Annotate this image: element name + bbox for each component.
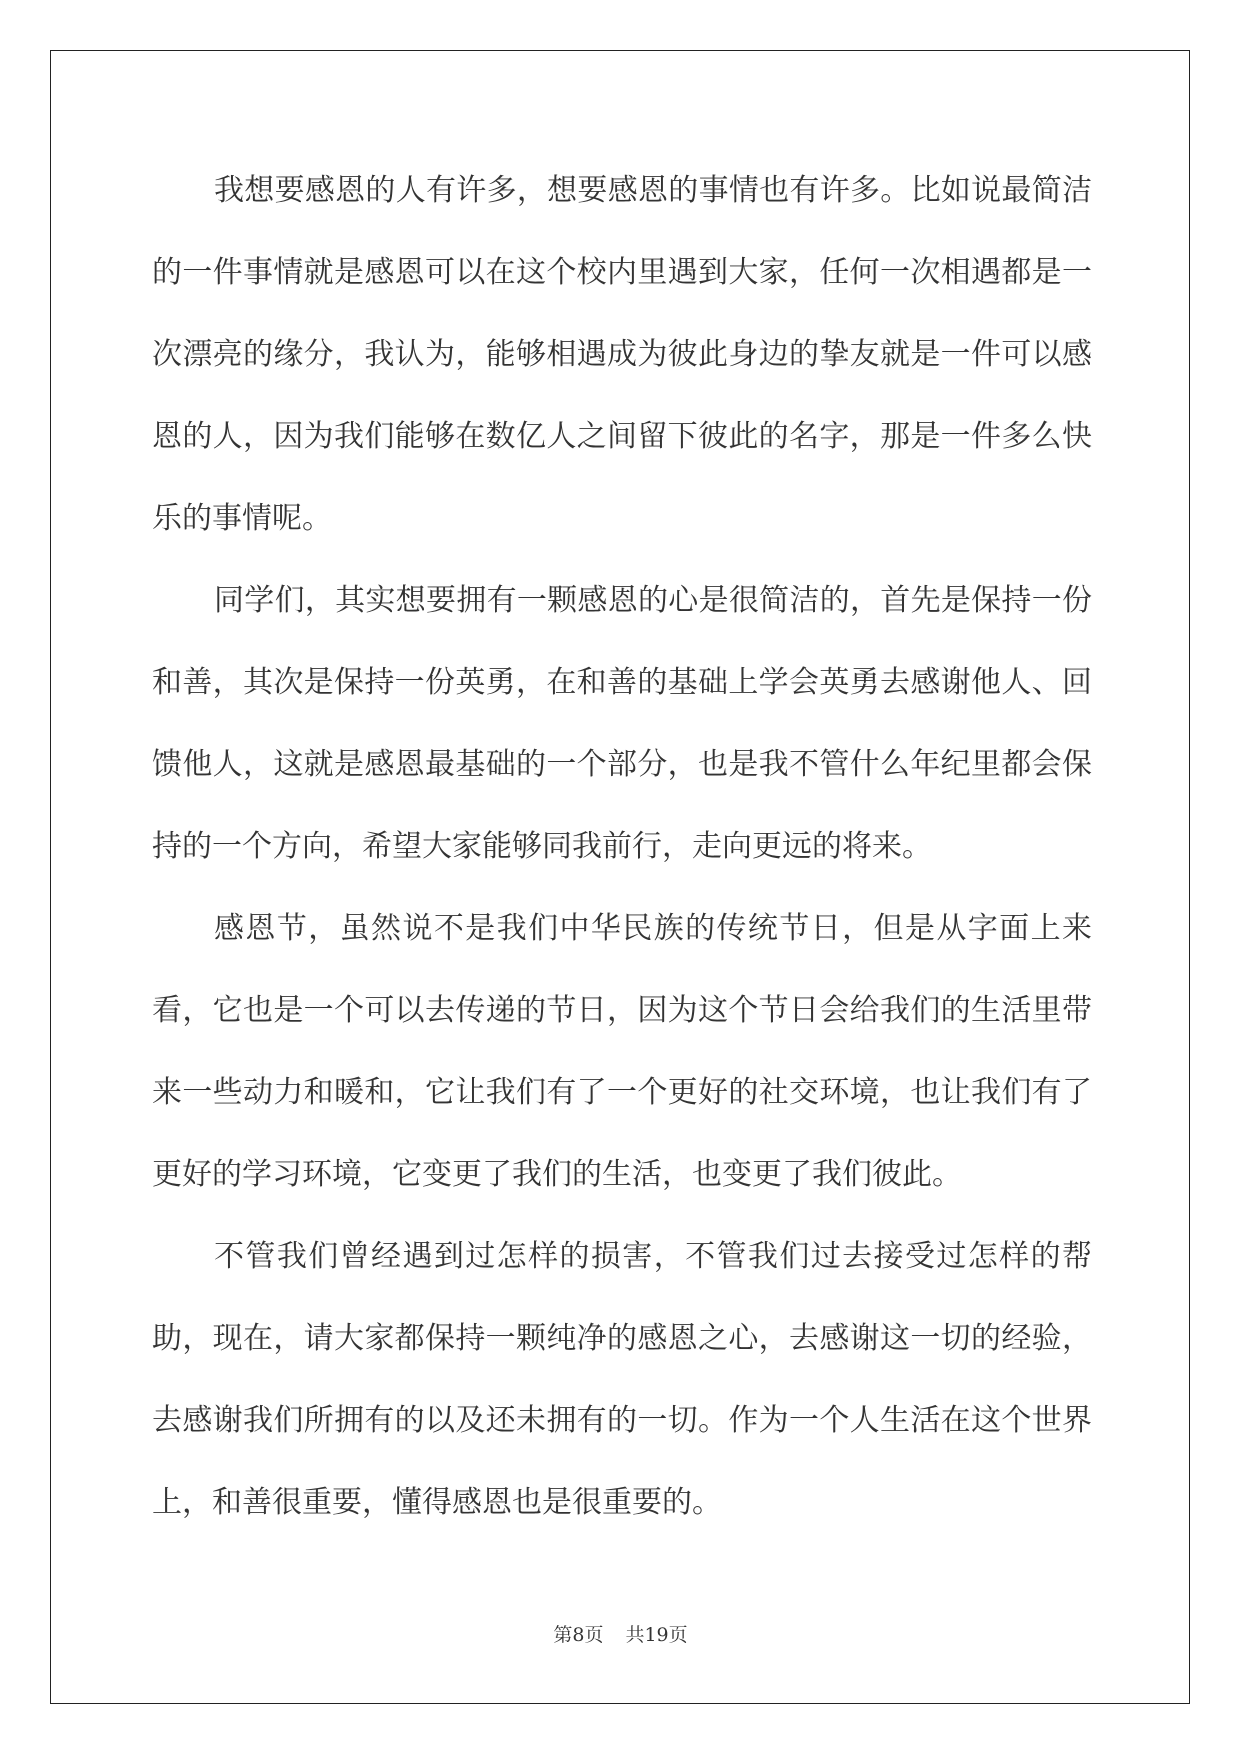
paragraph-2: 同学们，其实想要拥有一颗感恩的心是很简洁的，首先是保持一份和善，其次是保持一份英勇，在和善的基础上学会英勇去感谢他人、回馈他人，这就是感恩最基础的一个部分，也是我不管什么年纪里都会保持的一个方向，希望大家能够同我前行，走向更远的将来。 <box>152 583 1092 864</box>
page-footer <box>0 1623 1241 1647</box>
paragraph-3: 感恩节，虽然说不是我们中华民族的传统节日，但是从字面上来看，它也是一个可以去传递的节日，因为这个节日会给我们的生活里带来一些动力和暖和，它让我们有了一个更好的社交环境，也让我们有了更好的学习环境，它变更了我们的生活，也变更了我们彼此。 <box>152 911 1092 1192</box>
paragraph-4: 不管我们曾经遇到过怎样的损害，不管我们过去接受过怎样的帮助，现在，请大家都保持一颗纯净的感恩之心，去感谢这一切的经验，去感谢我们所拥有的以及还未拥有的一切。作为一个人生活在这个世界上，和善很重要，懂得感恩也是很重要的。 <box>152 1239 1092 1520</box>
document-body <box>152 150 1092 1544</box>
paragraph-1: 我想要感恩的人有许多，想要感恩的事情也有许多。比如说最简洁的一件事情就是感恩可以在这个校内里遇到大家，任何一次相遇都是一次漂亮的缘分，我认为，能够相遇成为彼此身边的挚友就是一件可以感恩的人，因为我们能够在数亿人之间留下彼此的名字，那是一件多么快乐的事情呢。 <box>152 173 1092 536</box>
page-number: 第8页 <box>553 1624 604 1646</box>
page-total: 共19页 <box>625 1624 688 1646</box>
